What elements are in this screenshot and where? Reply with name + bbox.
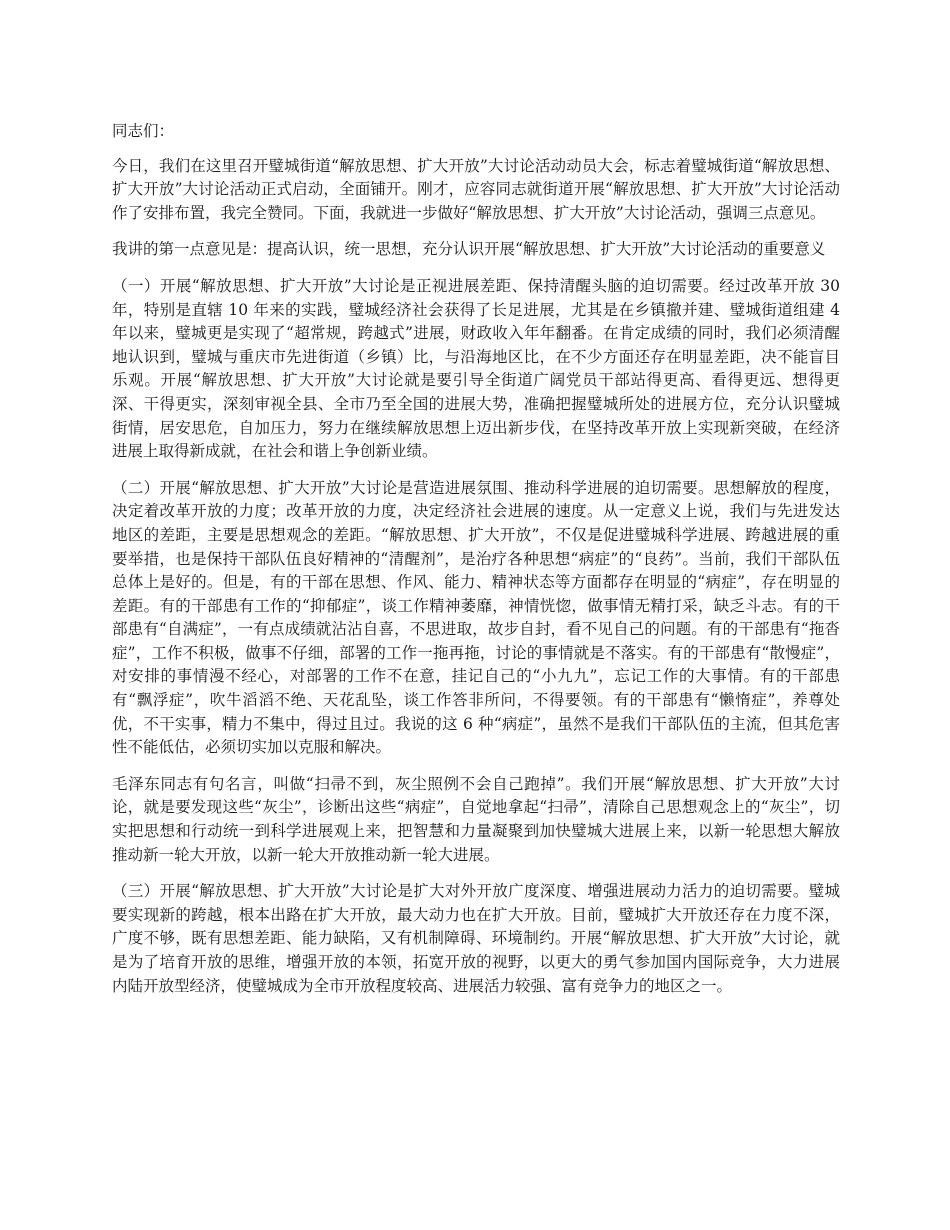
paragraph-mao-quote: 毛泽东同志有句名言，叫做“扫帚不到，灰尘照例不会自己跑掉”。我们开展“解放思想、扩大开放”大讨论，就是要发现这些“灰尘”，诊断出这些“病症”，自觉地拿起“扫帚”，清除自己思想观念上的“灰尘”，切实把思想和行动统一到科学进展观上来，把智慧和力量凝聚到加快璧城大进展上来，以新一轮思想大解放推动新一轮大开放，以新一轮大开放推动新一轮大进展。: [112, 774, 840, 864]
salutation: 同志们：: [112, 122, 175, 140]
paragraph-opening: 今日，我们在这里召开璧城街道“解放思想、扩大开放”大讨论活动动员大会，标志着璧城街道“解放思想、扩大开放”大讨论活动正式启动，全面铺开。刚才，应容同志就街道开展“解放思想、扩大开放”大讨论活动作了安排布置，我完全赞同。下面，我就进一步做好“解放思想、扩大开放”大讨论活动，强调三点意见。: [112, 156, 840, 222]
paragraph-section-one: （一）开展“解放思想、扩大开放”大讨论是正视进展差距、保持清醒头脑的迫切需要。经过改革开放 30 年，特别是直辖 10 年来的实践，璧城经济社会获得了长足进展，尤其是在乡镇撤并建、璧城街道组建 4 年以来，璧城更是实现了“超常规，跨越式”进展，财政收入年年翻番。在肯定成绩的同时，我们必须清醒地认识到，璧城与重庆市先进街道（乡镇）比，与沿海地区比，在不少方面还存在明显差距，决不能盲目乐观。开展“解放思想、扩大开放”大讨论就是要引导全街道广阔党员干部站得更高、看得更远、想得更深、干得更实，深刻审视全县、全市乃至全国的进展大势，准确把握璧城所处的进展方位，充分认识璧城街情，居安思危，自加压力，努力在继续解放思想上迈出新步伐，在坚持改革开放上实现新突破，在经济进展上取得新成就，在社会和谐上争创新业绩。: [112, 276, 840, 461]
paragraph-section-two: （二）开展“解放思想、扩大开放”大讨论是营造进展氛围、推动科学进展的迫切需要。思想解放的程度，决定着改革开放的力度；改革开放的力度，决定经济社会进展的速度。从一定意义上说，我们与先进发达地区的差距，主要是思想观念的差距。“解放思想、扩大开放”，不仅是促进璧城科学进展、跨越进展的重要举措，也是保持干部队伍良好精神的“清醒剂”，是治疗各种思想“病症”的“良药”。当前，我们干部队伍总体上是好的。但是，有的干部在思想、作风、能力、精神状态等方面都存在明显的“病症”，存在明显的差距。有的干部患有工作的“抑郁症”，谈工作精神萎靡，神情恍惚，做事情无精打采，缺乏斗志。有的干部患有“自满症”，一有点成绩就沾沾自喜，不思进取，故步自封，看不见自己的问题。有的干部患有“拖沓症”，工作不积极，做事不仔细，部署的工作一拖再拖，讨论的事情就是不落实。有的干部患有“散慢症”，对安排的事情漫不经心，对部署的工作不在意，挂记自己的“小九九”，忘记工作的大事情。有的干部患有“飘浮症”，吹牛滔滔不绝、天花乱坠，谈工作答非所问，不得要领。有的干部患有“懒惰症”，养尊处优，不干实事，精力不集中，得过且过。我说的这 6 种“病症”，虽然不是我们干部队伍的主流，但其危害性不能低估，必须切实加以克服和解决。: [112, 478, 840, 757]
paragraph-first-point: 我讲的第一点意见是：提高认识，统一思想，充分认识开展“解放思想、扩大开放”大讨论活动的重要意义: [112, 240, 826, 259]
paragraph-section-three: （三）开展“解放思想、扩大开放”大讨论是扩大对外开放广度深度、增强进展动力活力的迫切需要。璧城要实现新的跨越，根本出路在扩大开放，最大动力也在扩大开放。目前，璧城扩大开放还存在力度不深，广度不够，既有思想差距、能力缺陷，又有机制障碍、环境制约。开展“解放思想、扩大开放”大讨论，就是为了培育开放的思维，增强开放的本领，拓宽开放的视野，以更大的勇气参加国内国际竞争，大力进展内陆开放型经济，使璧城成为全市开放程度较高、进展活力较强、富有竞争力的地区之一。: [112, 882, 840, 995]
document-body: [112, 120, 840, 1011]
